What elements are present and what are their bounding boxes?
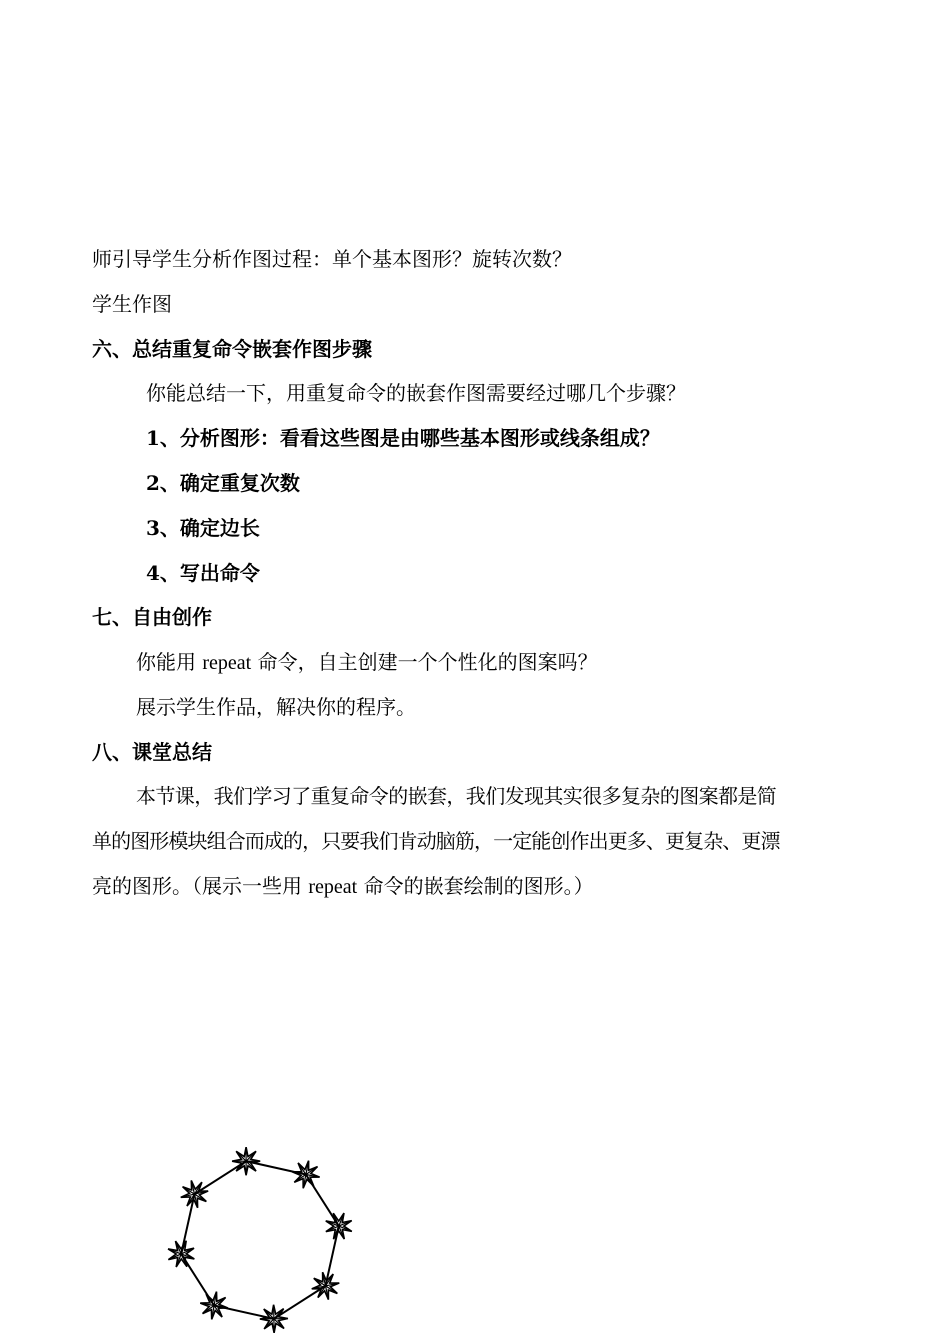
section-heading-7: 七、自由创作 [92,605,212,629]
octagon-shape [181,1161,339,1319]
star-motif [326,1213,352,1239]
star-motif [312,1272,339,1299]
step-2: 2、确定重复次数 [146,471,300,495]
creation-question-part-1: 你能用 [136,650,203,674]
repeat-keyword: repeat [202,652,252,674]
step-4: 4、写出命令 [146,561,260,585]
star-motif [260,1305,288,1333]
summary-para-line-1: 本节课，我们学习了重复命令的嵌套，我们发现其实很多复杂的图案都是简 [136,784,777,808]
summary-para-line-2: 单的图形模块组合而成的，只要我们肯动脑筋，一定能创作出更多、更复杂、更漂 [92,829,780,853]
step-1: 1、分析图形：看看这些图是由哪些基本图形或线条组成？ [146,426,660,450]
summary-para-line-3 [92,873,594,899]
star-motif [168,1241,194,1267]
section-heading-6: 六、总结重复命令嵌套作图步骤 [92,337,372,361]
octagon-stars-figure [150,1130,390,1344]
step-3: 3、确定边长 [146,516,260,540]
star-motif [200,1292,228,1320]
star-motif [232,1147,260,1175]
summary-question: 你能总结一下，用重复命令的嵌套作图需要经过哪几个步骤？ [146,381,686,405]
creation-question-part-2: 命令，自主创建一个个性化的图案吗？ [251,650,598,674]
repeat-keyword: repeat [308,876,358,898]
star-motif [292,1161,320,1189]
show-works-line: 展示学生作品，解决你的程序。 [136,695,416,719]
summary-line-3-part-1: 亮的图形。（展示一些用 [92,874,309,898]
creation-question [136,649,598,675]
guide-analysis-line: 师引导学生分析作图过程：单个基本图形？旋转次数？ [92,247,572,271]
star-motif [181,1181,208,1208]
student-draw-line: 学生作图 [92,292,172,316]
section-heading-8: 八、课堂总结 [92,740,212,764]
summary-line-3-part-2: 命令的嵌套绘制的图形。） [357,874,594,898]
